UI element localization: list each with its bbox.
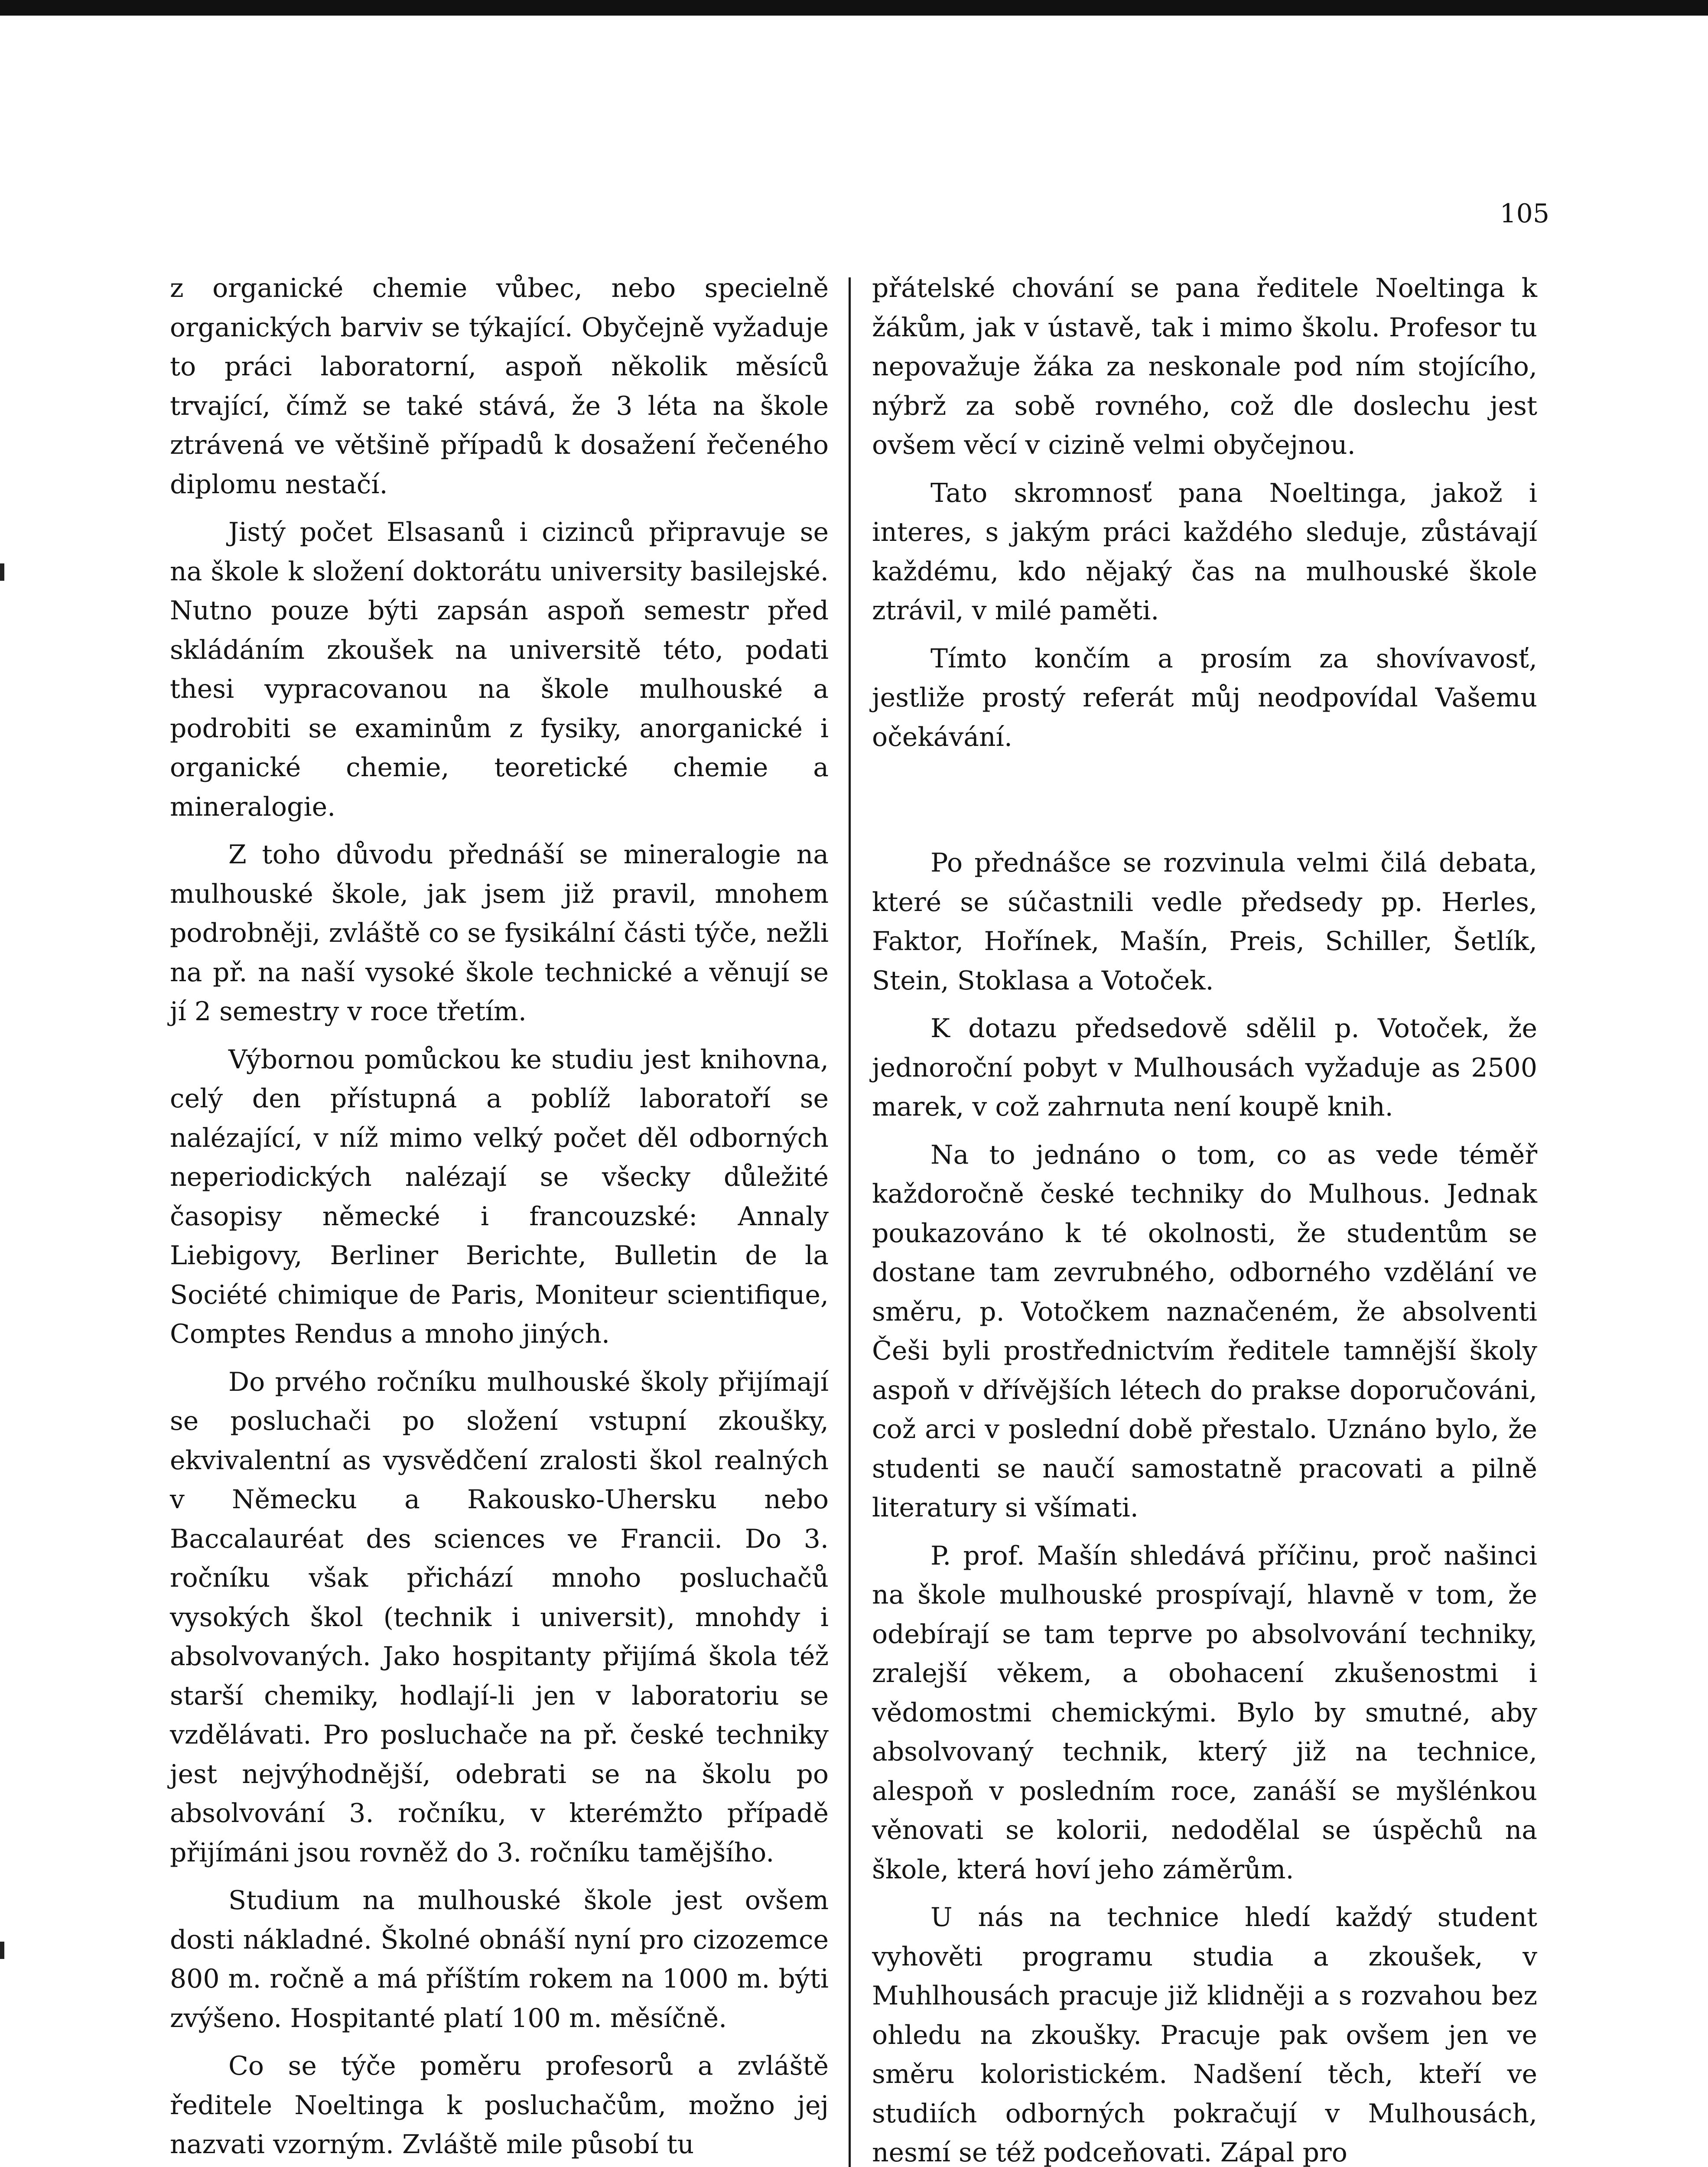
scan-edge-mark [0, 563, 4, 581]
paragraph: Jistý počet Elsasanů i cizinců připravuje se na škole k složení doktorátu university basilejské. Nutno pouze býti zapsán aspoň semestr před skládáním zkoušek na universitě této, podati thesi vypracovanou na škole mulhouské a podrobiti se examinům z fysiky, anorganické i organické chemie, teoretické chemie a mineralogie. [170, 517, 829, 822]
scan-edge-mark [0, 1942, 4, 1959]
paragraph: Studium na mulhouské škole jest ovšem dosti nákladné. Školné obnáší nyní pro cizozemce 800 m. ročně a má příštím rokem na 1000 m. býti zvýšeno. Hospitanté platí 100 m. měsíčně. [170, 1885, 829, 2034]
page-number: 105 [1500, 198, 1549, 229]
paragraph: K dotazu předsedově sdělil p. Votoček, že jednoroční pobyt v Mulhousách vyžaduje as 2500 marek, v což zahrnuta není koupě knih. [872, 1013, 1537, 1122]
paragraph: Na to jednáno o tom, co as vede téměř každoročně české techniky do Mulhous. Jednak poukazováno k té okolnosti, že studentům se dostane tam zevrubného, odborného vzdělání ve směru, p. Votočkem naznačeném, že absolventi Češi byli prostřednictvím ředitele tamnější školy aspoň v dřívějších létech do prakse doporučováni, což arci v poslední době přestalo. Uznáno bylo, že studenti se naučí samostatně pracovati a pilně literatury si všímati. [872, 1139, 1537, 1523]
paragraph: Po přednášce se rozvinula velmi čilá debata, které se súčastnili vedle předsedy pp. Herles, Faktor, Hořínek, Mašín, Preis, Schiller, Šetlík, Stein, Stoklasa a Votoček. [872, 848, 1537, 996]
left-column [170, 269, 829, 2167]
paragraph: U nás na technice hledí každý student vyhověti programu studia a zkoušek, v Muhlhousách pracuje již klidněji a s rozvahou bez ohledu na zkoušky. Pracuje pak ovšem jen ve směru koloristickém. Nadšení těch, kteří ve studiích odborných pokračují v Mulhousách, nesmí se též podceňovati. Zápal pro [872, 1902, 1537, 2167]
right-column [872, 269, 1537, 2167]
paragraph: Z toho důvodu přednáší se mineralogie na mulhouské škole, jak jsem již pravil, mnohem podrobněji, zvláště co se fysikální části týče, nežli na př. na naší vysoké škole technické a věnují se jí 2 semestry v roce třetím. [170, 839, 829, 1027]
paragraph: přátelské chování se pana ředitele Noeltinga k žákům, jak v ústavě, tak i mimo školu. Profesor tu nepovažuje žáka za neskonale pod ním stojícího, nýbrž za sobě rovného, což dle doslechu jest ovšem věcí v cizině velmi obyčejnou. [872, 273, 1537, 460]
column-divider [849, 277, 851, 2167]
paragraph: Co se týče poměru profesorů a zvláště ředitele Noeltinga k posluchačům, možno jej nazvati vzorným. Zvláště mile působí tu [170, 2051, 829, 2160]
top-border-rule [0, 0, 1708, 16]
paragraph: Výbornou pomůckou ke studiu jest knihovna, celý den přístupná a poblíž laboratoří se nalézající, v níž mimo velký počet děl odborných neperiodických nalézají se všecky důležité časopisy německé i francouzské: Annaly Liebigovy, Berliner Berichte, Bulletin de la Société chimique de Paris, Moniteur scientifique, Comptes Rendus a mnoho jiných. [170, 1044, 829, 1349]
paragraph: Do prvého ročníku mulhouské školy přijímají se posluchači po složení vstupní zkoušky, ekvivalentní as vysvědčení zralosti škol realných v Německu a Rakousko-Uhersku nebo Baccalauréat des sciences ve Francii. Do 3. ročníku však přichází mnoho posluchačů vysokých škol (technik i universit), mnohdy i absolvovaných. Jako hospitanty přijímá škola též starší chemiky, hodlají-li jen v laboratoriu se vzdělávati. Pro posluchače na př. české techniky jest nejvýhodnější, odebrati se na školu po absolvování 3. ročníku, v kterémžto případě přijímáni jsou rovněž do 3. ročníku tamějšího. [170, 1367, 829, 1868]
paragraph: Tato skromnosť pana Noeltinga, jakož i interes, s jakým práci každého sleduje, zůstávají každému, kdo nějaký čas na mulhouské škole ztrávil, v milé paměti. [872, 478, 1537, 626]
paragraph: Tímto končím a prosím za shovívavosť, jestliže prostý referát můj neodpovídal Vašemu očekávání. [872, 643, 1537, 752]
paragraph: z organické chemie vůbec, nebo specielně organických barviv se týkající. Obyčejně vyžaduje to práci laboratorní, aspoň několik měsíců trvající, čímž se také stává, že 3 léta na škole ztrávená ve většině případů k dosažení řečeného diplomu nestačí. [170, 273, 829, 500]
paragraph: P. prof. Mašín shledává příčinu, proč našinci na škole mulhouské prospívají, hlavně v tom, že odebírají se tam teprve po absolvování techniky, zralejší věkem, a obohacení zkušenostmi i vědomostmi chemickými. Bylo by smutné, aby absolvovaný technik, který již na technice, alespoň v posledním roce, zanáší se myšlénkou věnovati se kolorii, nedodělal se úspěchů na škole, která hoví jeho záměrům. [872, 1540, 1537, 1885]
